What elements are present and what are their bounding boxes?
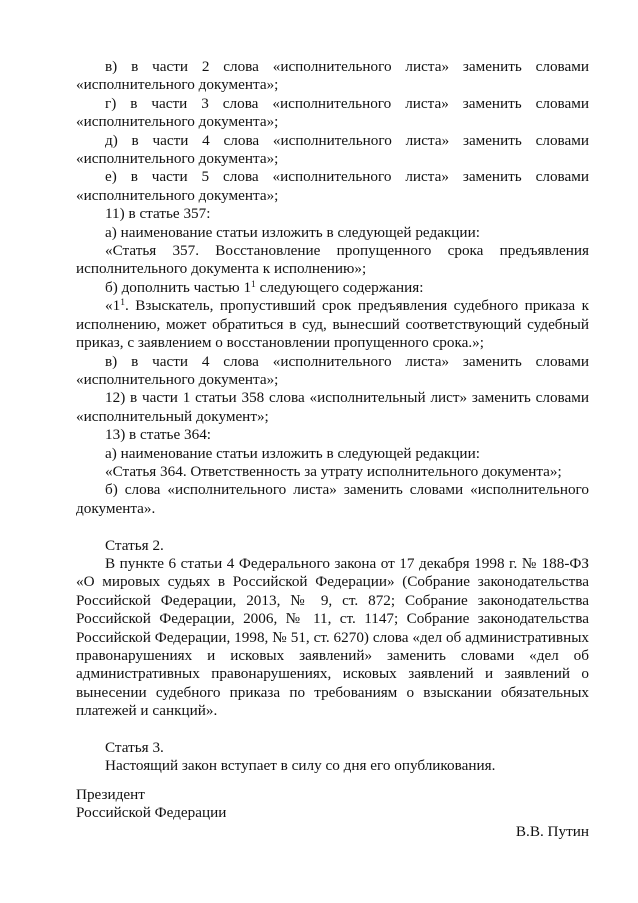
article-2-heading: Статья 2. — [105, 536, 164, 554]
paragraph-3d: д) в части 4 слова «исполнительного листа» заменить словами «исполнительного документа»; — [76, 131, 589, 168]
new-part-sup: 1 — [120, 298, 125, 309]
spacer — [76, 721, 589, 739]
article-364-title: «Статья 364. Ответственность за утрату исполнительного документа»; — [105, 462, 562, 480]
signatory-title-line2: Российской Федерации — [76, 804, 227, 822]
article-3-heading: Статья 3. — [105, 739, 164, 756]
paragraph-3g: г) в части 3 слова «исполнительного листа» заменить словами «исполнительного документа»; — [76, 94, 589, 131]
item-11-b — [76, 279, 589, 297]
item-12: 12) в части 1 статьи 358 слова «исполнительный лист» заменить словами «исполнительный документ»; — [76, 389, 589, 425]
item-11-v: в) в части 4 слова «исполнительного листа» заменить словами «исполнительного документа»; — [76, 352, 589, 388]
signatory-title-line1: Президент — [76, 786, 145, 803]
spacer — [76, 518, 589, 536]
item-13-a: а) наименование статьи изложить в следующей редакции: — [105, 444, 480, 462]
item-11-b-before: б) дополнить частью 1 — [105, 278, 252, 296]
item-11-a: а) наименование статьи изложить в следующей редакции: — [105, 223, 480, 241]
article-357-title: «Статья 357. Восстановление пропущенного срока предъявления исполнительного документа к исполнению»; — [76, 242, 589, 278]
signatory-name: В.В. Путин — [515, 822, 589, 840]
item-11-b-after: следующего содержания: — [255, 278, 424, 296]
paragraph-3e: е) в части 5 слова «исполнительного листа» заменить словами «исполнительного документа»; — [76, 168, 589, 204]
item-11: 11) в статье 357: — [105, 205, 211, 223]
item-11-b-sup: 1 — [251, 279, 256, 290]
signature-block — [76, 786, 589, 841]
article-2-text: В пункте 6 статьи 4 Федерального закона от 17 декабря 1998 г. № 188-ФЗ «О мировых судьях в Российской Федерации» (Собрание законодательства Российской Федерации, 2013, № 9, ст. 872; Собрание законодательства Российской Федерации, 2006, № 11, ст. 1147; Собрание законодательства Российской Федерации, 1998, № 51, ст. 6270) слова «дел об административных правонарушениях и исковых заявлений» заменить словами «дел об административных правонарушениях, исковых заявлений и заявлений о вынесении судебного приказа по требованиям о взыскании обязательных платежей и санкций». — [76, 554, 589, 720]
document-body — [76, 58, 589, 776]
new-part-1-1 — [76, 297, 589, 352]
new-part-before: «1 — [105, 297, 121, 315]
item-13-b: б) слова «исполнительного листа» заменить словами «исполнительного документа». — [76, 481, 589, 517]
paragraph-3v: в) в части 2 слова «исполнительного листа» заменить словами «исполнительного документа»; — [76, 58, 589, 94]
new-part-after: . Взыскатель, пропустивший срок предъявления судебного приказа к исполнению, может обратиться в суд, вынесший соответствующий судебный приказ, с заявлением о восстановлении пропущенного срока.»; — [76, 297, 589, 352]
article-3-text: Настоящий закон вступает в силу со дня его опубликования. — [105, 757, 496, 775]
item-13: 13) в статье 364: — [105, 426, 212, 444]
